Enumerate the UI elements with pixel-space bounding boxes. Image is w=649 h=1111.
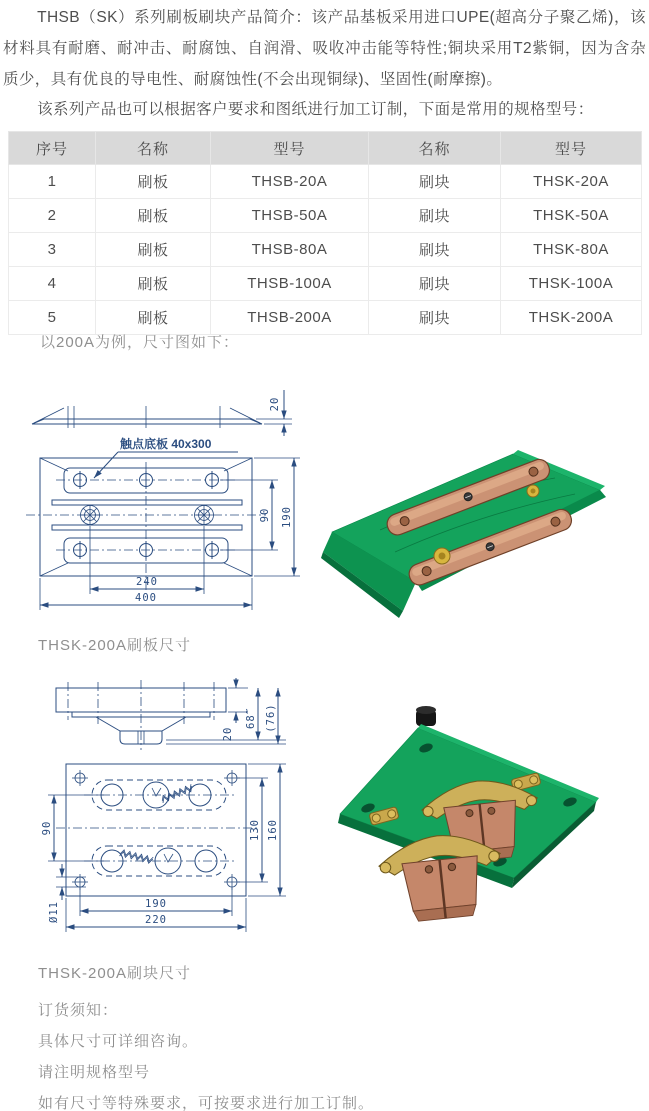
order-note-line: 请注明规格型号 <box>38 1064 151 1081</box>
dim-outer-width: 400 <box>135 592 157 604</box>
col-header-index: 序号 <box>9 132 96 165</box>
dim-inner-height: 90 <box>259 507 271 523</box>
cell-model: THSK-200A <box>501 301 642 335</box>
example-label: 以200A为例，尺寸图如下： <box>40 334 240 351</box>
cell-index: 2 <box>9 199 96 233</box>
col-header-name1: 名称 <box>96 132 211 165</box>
cell-name: 刷块 <box>369 233 501 267</box>
plate-product-image <box>320 434 642 622</box>
dim-hole-dia: Ø11 <box>48 901 60 923</box>
cell-index: 3 <box>9 233 96 267</box>
block-top-view <box>41 764 286 932</box>
cell-name: 刷块 <box>369 301 501 335</box>
dim-inner-width: 240 <box>136 576 158 588</box>
cell-model: THSK-80A <box>501 233 642 267</box>
cell-model: THSK-50A <box>501 199 642 233</box>
customization-paragraph: 该系列产品也可以根据客户要求和图纸进行加工订制，下面是常用的规格型号： <box>37 101 594 118</box>
cell-name: 刷板 <box>96 267 211 301</box>
dim-outer-height: 160 <box>267 819 279 841</box>
table-row <box>9 199 642 233</box>
cell-model: THSB-50A <box>211 199 369 233</box>
cell-name: 刷块 <box>369 165 501 199</box>
cell-name: 刷块 <box>369 199 501 233</box>
table-header-row <box>9 132 642 165</box>
dim-outer-height: 190 <box>281 506 293 528</box>
plate-caption: THSK-200A刷板尺寸 <box>38 637 192 654</box>
block-caption: THSK-200A刷块尺寸 <box>38 965 192 982</box>
cell-model: THSB-100A <box>211 267 369 301</box>
bolt-right <box>194 505 214 525</box>
order-note-line: 如有尺寸等特殊要求，可按要求进行加工订制。 <box>38 1095 375 1111</box>
block-product-image <box>328 696 618 946</box>
cell-name: 刷板 <box>96 199 211 233</box>
table-row <box>9 233 642 267</box>
cell-model: THSB-20A <box>211 165 369 199</box>
plate-top-view <box>26 458 300 610</box>
cell-name: 刷板 <box>96 301 211 335</box>
col-header-model2: 型号 <box>501 132 642 165</box>
plate-callout <box>94 436 238 478</box>
order-notes <box>38 995 374 1111</box>
cell-name: 刷块 <box>369 267 501 301</box>
dim-inner-width: 190 <box>145 898 167 910</box>
block-side-view <box>56 678 286 750</box>
cell-model: THSK-100A <box>501 267 642 301</box>
block-dimension-drawing <box>36 676 306 936</box>
table-row <box>9 267 642 301</box>
cell-name: 刷板 <box>96 233 211 267</box>
table-row <box>9 165 642 199</box>
dim-overall-height: (76) <box>265 703 277 733</box>
table-row <box>9 301 642 335</box>
cell-model: THSK-20A <box>501 165 642 199</box>
dim-thickness: 20 <box>269 396 281 412</box>
brass-nut-top <box>527 485 539 497</box>
cell-model: THSB-200A <box>211 301 369 335</box>
cell-index: 4 <box>9 267 96 301</box>
contact-base-label: 触点底板 40x300 <box>120 437 212 451</box>
cell-name: 刷板 <box>96 165 211 199</box>
bolt-left <box>80 505 100 525</box>
cell-model: THSB-80A <box>211 233 369 267</box>
green-plate-3d <box>321 450 606 618</box>
dim-hole-spacing-v: 90 <box>41 820 53 836</box>
col-header-name2: 名称 <box>369 132 501 165</box>
dim-outer-width: 220 <box>145 914 167 926</box>
black-knob <box>416 706 436 726</box>
intro-paragraph: THSB（SK）系列刷板刷块产品简介：该产品基板采用进口UPE(超高分子聚乙烯)，该材料具有耐磨、耐冲击、耐腐蚀、自润滑、吸收冲击能等特性;铜块采用T2紫铜，因为含杂质少，具有优良的导电性、耐腐蚀性(不会出现铜绿)、坚固性(耐摩擦)。 <box>3 9 646 88</box>
brass-nut-center <box>434 548 450 564</box>
dim-inner-height: 130 <box>249 819 261 841</box>
cell-index: 5 <box>9 301 96 335</box>
plate-side-view <box>32 390 292 436</box>
spec-table <box>8 131 642 335</box>
order-notes-title: 订货须知： <box>38 1002 119 1019</box>
cell-index: 1 <box>9 165 96 199</box>
order-note-line: 具体尺寸可详细咨询。 <box>38 1033 199 1050</box>
dim-height: 68‴ <box>245 707 257 729</box>
dim-plate-thickness: 20 <box>222 726 234 742</box>
col-header-model1: 型号 <box>211 132 369 165</box>
plate-dimension-drawing <box>24 378 316 616</box>
